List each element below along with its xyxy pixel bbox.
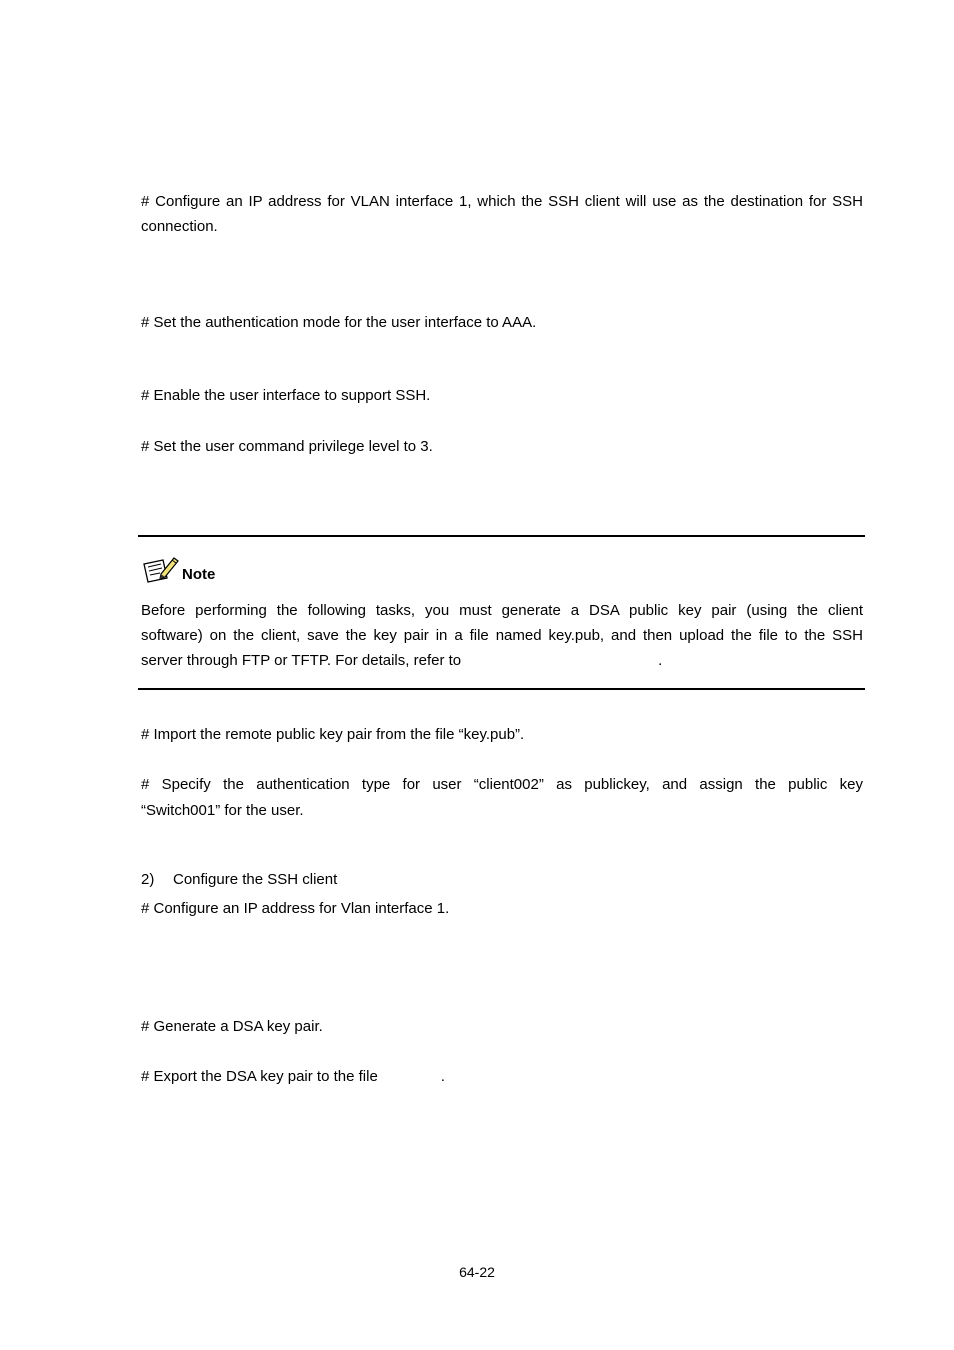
configure-ip-paragraph: # Configure an IP address for VLAN interface 1, which the SSH client will use as the destination for SSH connection.: [141, 193, 863, 235]
client-step-heading: [141, 867, 863, 892]
specify-auth-line-2: “Switch001” for the user.: [141, 802, 304, 819]
import-key-paragraph: # Import the remote public key pair from the file “key.pub”.: [141, 726, 525, 743]
note-text-line-3-end: .: [658, 652, 663, 669]
export-key-paragraph: [141, 1064, 863, 1089]
note-text-line-3-start: server through FTP or TFTP. For details, refer to: [141, 652, 462, 669]
note-text-line-3: [141, 648, 863, 673]
specify-auth-line-1: # Specify the authentication type for user “client002” as publickey, and assign the public key: [141, 776, 863, 793]
note-bottom-divider: [138, 688, 865, 690]
note-text-line-2: software) on the client, save the key pair in a file named key.pub, and then upload the file to the SSH: [141, 627, 863, 644]
note-pencil-icon: [141, 554, 179, 584]
enable-ssh-paragraph: # Enable the user interface to support SSH.: [141, 387, 431, 404]
privilege-level-paragraph: # Set the user command privilege level to 3.: [141, 438, 433, 455]
generate-key-paragraph: # Generate a DSA key pair.: [141, 1018, 323, 1035]
client-step-number: 2): [141, 871, 155, 888]
note-top-divider: [138, 535, 865, 537]
client-step-title: Configure the SSH client: [173, 871, 338, 888]
export-key-end: .: [440, 1068, 445, 1085]
configure-vlan-ip-paragraph: # Configure an IP address for Vlan interface 1.: [141, 900, 450, 917]
note-label: Note: [182, 566, 216, 583]
auth-mode-paragraph: # Set the authentication mode for the user interface to AAA.: [141, 314, 537, 331]
note-header: [141, 554, 215, 584]
export-key-start: # Export the DSA key pair to the file: [141, 1068, 378, 1085]
note-text-line-1: Before performing the following tasks, you must generate a DSA public key pair (using the client: [141, 602, 863, 619]
page-number: 64-22: [459, 1264, 495, 1280]
